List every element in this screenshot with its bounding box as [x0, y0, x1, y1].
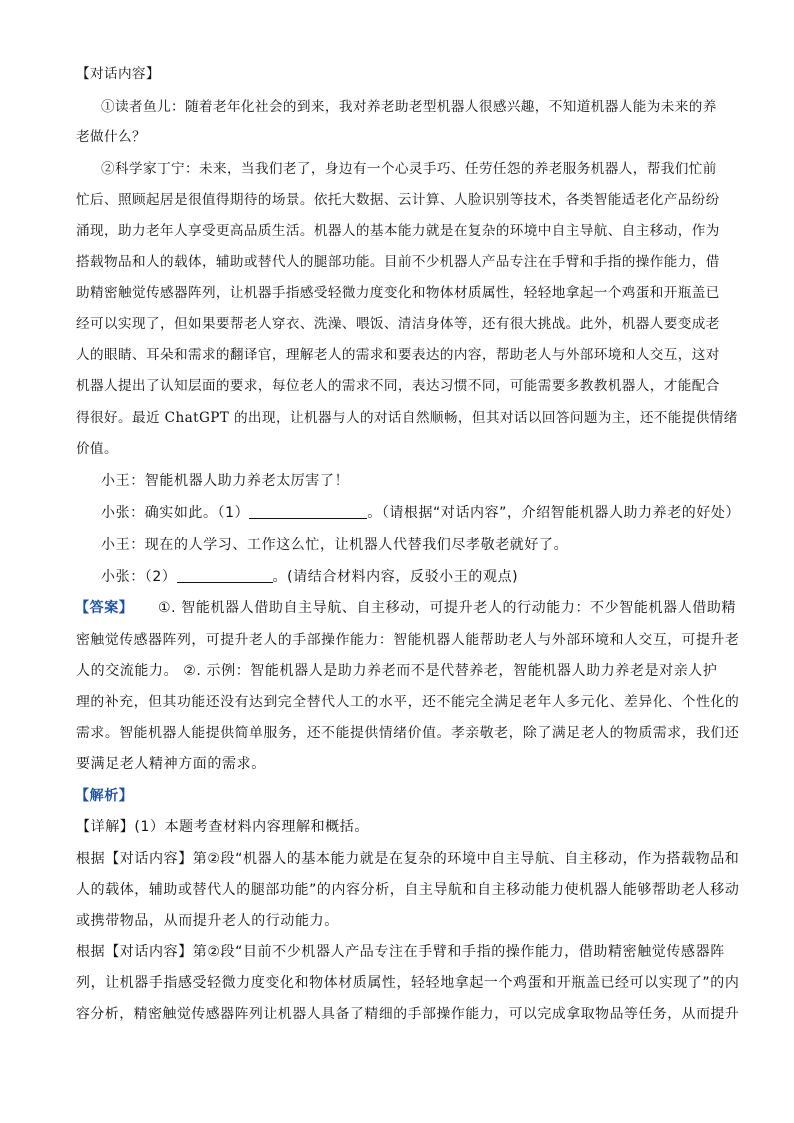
material-p2-line-6: 经可以实现了，但如果要帮老人穿衣、洗澡、喂饭、清洁身体等，还有很大挑战。此外，机器人要变成老: [76, 316, 720, 332]
answer-line-4: 理的补充，但其功能还没有达到完全替代人工的水平，还不能完全满足老年人多元化、差异化、个性化的: [76, 694, 740, 710]
analysis-line-6: 列，让机器手指感受轻微力度变化和物体材质属性，轻轻地拿起一个鸡蛋和开瓶盖已经可以实现了”的内: [76, 975, 740, 991]
material-p2-line-8: 机器人提出了认知层面的要求，每位老人的需求不同，表达习惯不同，可能需要多教教机器人，才能配合: [76, 378, 720, 394]
material-heading: 【对话内容】: [76, 66, 160, 82]
material-p2-line-3: 涌现，助力老年人享受更高品质生活。机器人的基本能力就是在复杂的环境中自主导航、自主移动，作为: [76, 223, 720, 239]
material-p2-line-1: ②科学家丁宁：未来，当我们老了，身边有一个心灵手巧、任劳任怨的养老服务机器人，帮我们忙前: [101, 161, 717, 177]
material-p2-line-5: 助精密触觉传感器阵列，让机器手指感受轻微力度变化和物体材质属性，轻轻地拿起一个鸡蛋和开瓶盖已: [76, 285, 720, 301]
material-p2-line-4: 搭载物品和人的载体，辅助或替代人的腿部功能。目前不少机器人产品专注在手臂和手指的操作能力，借: [76, 254, 720, 270]
analysis-label: 【解析】: [75, 788, 134, 804]
material-p2-line-2: 忙后、照顾起居是很值得期待的场景。依托大数据、云计算、人脸识别等技术，各类智能适老化产品纷纷: [76, 192, 720, 208]
material-p2-line-9: 得很好。最近 ChatGPT 的出现，让机器与人的对话自然顺畅，但其对话以回答问题为主，还不能提供情绪: [76, 410, 738, 426]
analysis-line-7: 容分析，精密触觉传感器阵列让机器人具备了精细的手部操作能力，可以完成拿取物品等任务，从而提升: [76, 1006, 740, 1022]
analysis-line-4: 或携带物品，从而提升老人的行动能力。: [76, 913, 339, 929]
analysis-line-5: 根据【对话内容】第②段“目前不少机器人产品专注在手臂和手指的操作能力，借助精密触觉传感器阵: [76, 944, 725, 960]
analysis-line-1: 【详解】(1）本题考查材料内容理解和概括。: [76, 819, 369, 835]
material-p1-line-1: ①读者鱼儿：随着老年化社会的到来，我对养老助老型机器人很感兴趣，不知道机器人能为未来的养: [101, 99, 717, 115]
analysis-line-2: 根据【对话内容】第②段“机器人的基本能力就是在复杂的环境中自主导航、自主移动，作为搭载物品和: [76, 851, 740, 867]
dialogue-line-3: 小王：现在的人学习、工作这么忙，让机器人代替我们尽孝敬老就好了。: [101, 537, 569, 553]
dialogue-line-2: [101, 503, 740, 523]
material-p1-line-2: 老做什么？: [76, 129, 146, 145]
answer-label: 【答案】: [75, 600, 134, 616]
material-p2-line-10: 价值。: [76, 441, 118, 457]
answer-line-3: 人的交流能力。 ②. 示例：智能机器人是助力养老而不是代替养老，智能机器人助力养老是对亲人护: [76, 663, 718, 679]
dialogue-line-4-prefix: 小张：（2）: [101, 569, 177, 585]
answer-blank-2[interactable]: [177, 568, 273, 583]
dialogue-line-2-suffix: 。（请根据“对话内容”，介绍智能机器人助力养老的好处）: [367, 505, 741, 521]
dialogue-line-2-prefix: 小张：确实如此。（1）: [101, 505, 250, 521]
dialogue-line-1: 小王：智能机器人助力养老太厉害了！: [101, 473, 350, 489]
answer-line-2: 密触觉传感器阵列，可提升老人的手部操作能力：智能机器人能帮助老人与外部环境和人交互，可提升老: [76, 632, 740, 648]
material-p2-line-7: 人的眼睛、耳朵和需求的翻译官，理解老人的需求和要表达的内容，帮助老人与外部环境和人交互，这对: [76, 347, 720, 363]
dialogue-line-4: [101, 567, 518, 587]
answer-line-5: 需求。智能机器人能提供简单服务，还不能提供情绪价值。孝亲敬老，除了满足老人的物质需求，我们还: [76, 725, 740, 741]
dialogue-line-4-suffix: 。(请结合材料内容，反驳小王的观点): [272, 569, 519, 585]
answer-line-6: 要满足老人精神方面的需求。: [76, 756, 266, 772]
answer-line-1: ①. 智能机器人借助自主导航、自主移动，可提升老人的行动能力：不少智能机器人借助精: [158, 600, 737, 616]
answer-blank-1[interactable]: [249, 504, 367, 519]
analysis-line-3: 人的载体，辅助或替代人的腿部功能”的内容分析，自主导航和自主移动能力使机器人能够帮助老人移动: [76, 882, 740, 898]
